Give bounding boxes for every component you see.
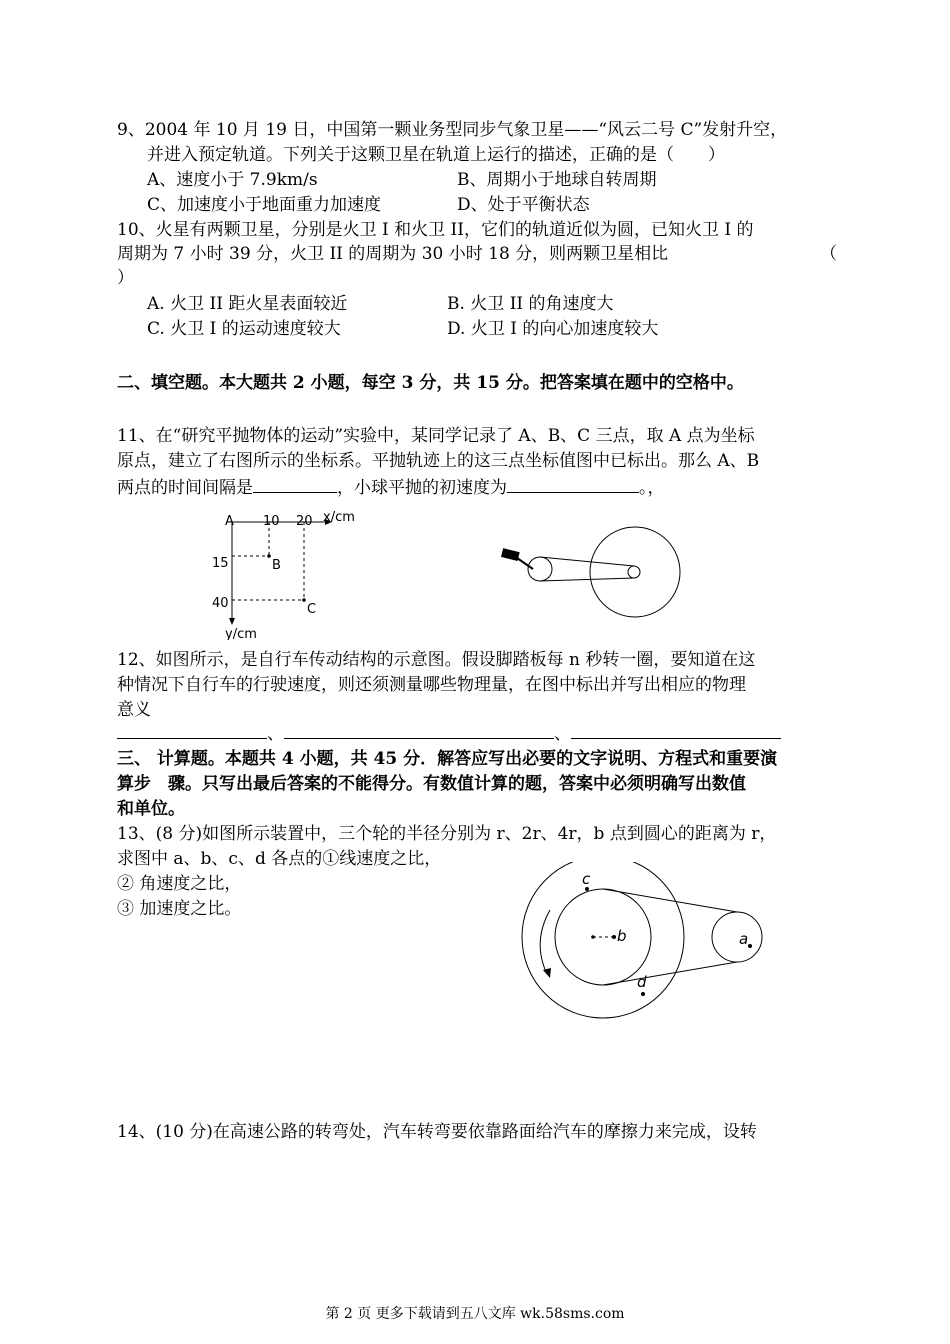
q12-blank-3[interactable] [571, 720, 781, 739]
outer-wheel-4r [522, 862, 684, 1018]
rotation-arrowhead [543, 968, 551, 978]
label-a: A [225, 514, 234, 529]
q9-option-a: A、速度小于 7.9km/s [147, 170, 318, 190]
q12-separator-2: 、 [554, 724, 571, 744]
q13-line1: 13、(8 分)如图所示装置中，三个轮的半径分别为 r、2r、4r，b 点到圆心的距离为 r， [117, 824, 777, 844]
label-b: b [617, 927, 627, 945]
q12-blanks [117, 720, 781, 746]
point-a [748, 944, 752, 948]
label-40: 40 [212, 596, 229, 611]
q11-line3-part1: 两点的时间间隔是 [117, 478, 253, 498]
chain-top [540, 557, 634, 566]
point-b [612, 935, 616, 939]
q9-line2: 并进入预定轨道。下列关于这颗卫星在轨道上运行的描述，正确的是（ ） [147, 145, 725, 165]
q13-line4: ③ 加速度之比。 [117, 899, 242, 919]
q10-option-c: C. 火卫 I 的运动速度较大 [147, 319, 341, 339]
q10-paren-open: （ [820, 244, 837, 264]
q12-line2: 种情况下自行车的行驶速度，则还须测量哪些物理量，在图中标出并写出相应的物理 [117, 675, 746, 695]
section3-line1: 三、 计算题。本题共 4 小题，共 45 分．解答应写出必要的文字说明、方程式和重要演 [117, 749, 778, 769]
rear-wheel [590, 527, 680, 617]
q10-option-d: D. 火卫 I 的向心加速度较大 [447, 319, 659, 339]
q10-line1: 10、火星有两颗卫星，分别是火卫 I 和火卫 II，它们的轨道近似为圆，已知火卫 I 的 [117, 220, 754, 240]
label-c: C [307, 602, 317, 617]
point-d [641, 992, 645, 996]
label-d: d [637, 973, 647, 991]
point-b [267, 554, 271, 558]
q14-line1: 14、(10 分)在高速公路的转弯处，汽车转弯要依靠路面给汽车的摩擦力来完成，设转 [117, 1122, 757, 1142]
belt-bottom [603, 962, 737, 985]
label-a: a [739, 930, 749, 948]
q9-option-d: D、处于平衡状态 [457, 195, 590, 215]
section3-line3: 和单位。 [117, 799, 185, 819]
belt-top [603, 889, 737, 912]
x-axis-title: x/cm [323, 510, 355, 525]
q9-option-b: B、周期小于地球自转周期 [457, 170, 657, 190]
chain-bottom [540, 578, 634, 581]
q11-line3 [117, 474, 665, 500]
y-axis-title: y/cm [225, 627, 257, 640]
crank-arm [517, 558, 533, 569]
q10-option-a: A. 火卫 II 距火星表面较近 [147, 294, 348, 314]
q13-line2: 求图中 a、b、c、d 各点的①线速度之比， [117, 849, 442, 869]
page-footer: 第 2 页 更多下载请到五八文库 wk.58sms.com [325, 1306, 625, 1322]
q12-blank-1[interactable] [117, 720, 267, 739]
q10-option-b: B. 火卫 II 的角速度大 [447, 294, 614, 314]
small-wheel-r [712, 912, 762, 962]
center-point [591, 935, 595, 939]
rear-sprocket [628, 566, 640, 578]
q9-line1: 9、2004 年 10 月 19 日，中国第一颗业务型同步气象卫星——“风云二号 C”发射升空， [117, 120, 788, 140]
rotation-arrow [540, 910, 550, 974]
q12-separator-1: 、 [267, 724, 284, 744]
q10-line2: 周期为 7 小时 39 分，火卫 II 的周期为 30 小时 18 分，则两颗卫星相比 [117, 244, 669, 264]
q13-line3: ② 角速度之比， [117, 874, 242, 894]
section3-line2: 算步 骤。只写出最后答案的不能得分。有数值计算的题，答案中必须明确写出数值 [117, 774, 746, 794]
q12-line3: 意义 [117, 700, 151, 720]
q11-coordinate-figure [205, 508, 365, 640]
q12-blank-2[interactable] [284, 720, 554, 739]
q11-line3-part2: ，小球平抛的初速度为 [337, 478, 507, 498]
q11-line1: 11、在“研究平抛物体的运动”实验中，某同学记录了 A、B、C 三点，取 A 点为坐标 [117, 426, 755, 446]
section2-heading: 二、填空题。本大题共 2 小题，每空 3 分，共 15 分。把答案填在题中的空格中。 [117, 373, 744, 393]
label-b: B [272, 558, 281, 573]
q11-line2: 原点，建立了右图所示的坐标系。平抛轨迹上的这三点坐标值图中已标出。那么 A、B [117, 451, 760, 471]
label-c: c [582, 870, 591, 888]
y-axis-arrow [229, 618, 235, 625]
q13-wheels-figure [510, 862, 770, 1022]
q9-option-c: C、加速度小于地面重力加速度 [147, 195, 382, 215]
q11-blank-time[interactable] [253, 474, 337, 493]
q10-paren-close: ） [117, 268, 134, 288]
label-20: 20 [296, 514, 313, 529]
q11-line3-part3: 。， [639, 478, 665, 498]
q11-blank-velocity[interactable] [507, 474, 639, 493]
q12-bicycle-figure [495, 522, 685, 622]
q12-line1: 12、如图所示，是自行车传动结构的示意图。假设脚踏板每 n 秒转一圈，要知道在这 [117, 650, 756, 670]
point-c [302, 598, 306, 602]
middle-wheel-2r [555, 889, 651, 985]
label-15: 15 [212, 556, 229, 571]
label-10: 10 [263, 514, 280, 529]
